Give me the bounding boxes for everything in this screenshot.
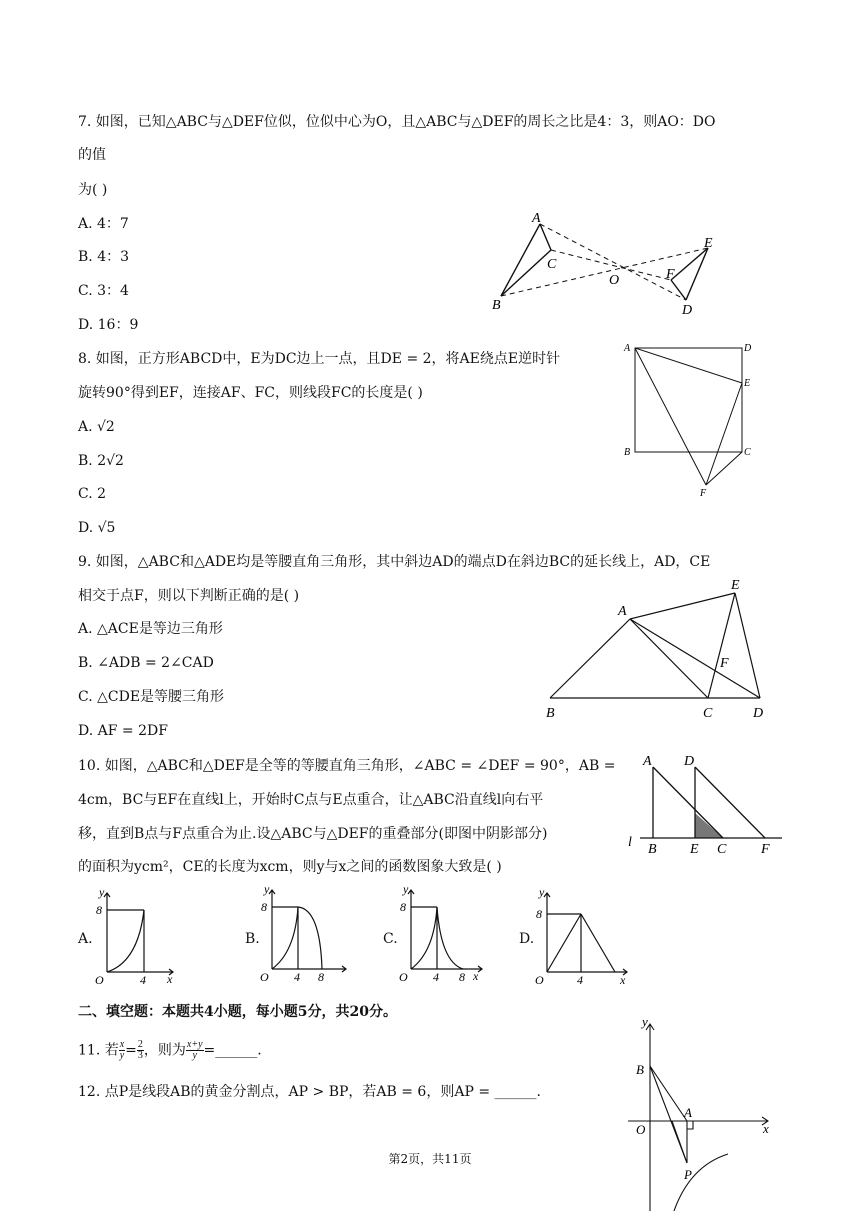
page-footer: 第2页，共11页 (388, 1152, 472, 1166)
q10-label-d: D (684, 754, 695, 769)
q10-c-xtick-4: 4 (433, 970, 439, 984)
q10-stem-line2: 4cm，BC与EF在直线l上，开始时C点与E点重合，让△ABC沿直线l向右平 (78, 792, 544, 808)
q8-stem-line1: 8. 如图，正方形ABCD中，E为DC边上一点，且DE = 2，将AE绕点E逆时针 (78, 351, 561, 367)
q7-label-d: D (682, 303, 693, 318)
q10-b-xtick-8: 8 (318, 970, 324, 984)
q9-option-d: D. AF = 2DF (78, 723, 168, 739)
q10-choice-c-graph (397, 882, 492, 984)
coord-figure (620, 1016, 780, 1211)
q8-label-a: A (624, 343, 631, 354)
q10-b-ytick: 8 (261, 900, 267, 914)
coord-y-label: y (642, 1014, 648, 1029)
q7-figure (485, 208, 725, 318)
q9-label-c: C (703, 706, 713, 721)
q10-a-x: x (167, 972, 173, 986)
q9-label-a: A (618, 604, 627, 619)
q12-stem: 12. 点P是线段AB的黄金分割点，AP > BP，若AB = 6，则AP = ______. (78, 1084, 541, 1100)
q9-option-c: C. △CDE是等腰三角形 (78, 689, 225, 705)
coord-label-o: O (636, 1122, 646, 1137)
q10-d-xtick-4: 4 (577, 973, 583, 987)
q10-a-y: y (99, 885, 105, 899)
q11-frac-xy-over-y: $\frac{x+y}{y}$ (186, 1039, 203, 1061)
q9-label-e: E (731, 578, 740, 593)
q10-choice-d-letter: D. (519, 931, 535, 947)
q10-choice-c-letter: C. (383, 931, 398, 947)
q8-label-b: B (624, 447, 631, 458)
q11-post: =______. (203, 1042, 262, 1059)
q7-label-a: A (532, 211, 541, 226)
q10-choice-b-letter: B. (245, 931, 260, 947)
q10-b-y: y (264, 882, 270, 896)
q10-label-f: F (761, 842, 770, 857)
q10-a-xtick-4: 4 (140, 973, 146, 987)
q9-label-f: F (720, 656, 729, 671)
q10-b-origin: O (260, 970, 269, 984)
q11-pre: 11. 若 (78, 1042, 119, 1059)
q8-option-c: C. 2 (78, 486, 107, 502)
coord-label-b: B (636, 1062, 644, 1077)
q9-stem-line1: 9. 如图，△ABC和△ADE均是等腰直角三角形，其中斜边AD的端点D在斜边BC的延长线上，AD，CE (78, 554, 711, 570)
section-fill-in-heading: 二、填空题：本题共4小题，每小题5分，共20分。 (78, 1004, 397, 1020)
q7-label-f: F (666, 267, 675, 282)
q8-option-d: D. √5 (78, 520, 116, 536)
q10-label-b: B (648, 842, 657, 857)
q8-option-b: B. 2√2 (78, 453, 124, 469)
q7-stem-line1: 7. 如图，已知△ABC与△DEF位似，位似中心为O，且△ABC与△DEF的周长之比是4：3，则AO：DO (78, 114, 716, 130)
q10-choice-a-letter: A. (78, 931, 93, 947)
coord-x-label: x (763, 1121, 769, 1136)
q8-label-e: E (744, 378, 751, 389)
q11-frac-2-over-3: $\frac{2}{3}$ (137, 1039, 143, 1061)
q9-label-b: B (546, 706, 555, 721)
q10-choice-d-graph (533, 885, 633, 987)
q9-figure (540, 572, 780, 722)
q9-stem-line2: 相交于点F，则以下判断正确的是( ) (78, 588, 300, 604)
q10-d-ytick: 8 (536, 907, 542, 921)
q9-option-b: B. ∠ADB = 2∠CAD (78, 655, 214, 671)
q10-label-e: E (690, 842, 699, 857)
q7-option-c: C. 3：4 (78, 283, 129, 299)
q10-c-x: x (473, 969, 479, 983)
q7-stem-line3: 为( ) (78, 182, 108, 198)
q10-a-ytick: 8 (96, 903, 102, 917)
q9-option-a: A. △ACE是等边三角形 (78, 621, 223, 637)
q7-label-b: B (492, 298, 501, 313)
q11-frac-x-over-y: $\frac{x}{y}$ (119, 1039, 125, 1061)
q10-c-origin: O (399, 970, 408, 984)
q7-label-o: O (609, 273, 620, 288)
coord-label-p: P (684, 1167, 692, 1182)
coord-label-a: A (684, 1105, 692, 1120)
q11-eq: = (125, 1042, 137, 1059)
q10-a-origin: O (95, 973, 104, 987)
q10-d-y: y (539, 885, 545, 899)
q8-label-d: D (744, 343, 752, 354)
q10-stem-line3: 移，直到B点与F点重合为止.设△ABC与△DEF的重叠部分(即图中阴影部分) (78, 826, 548, 842)
q10-choice-b-graph (258, 882, 353, 984)
q11-mid: ，则为 (143, 1042, 186, 1059)
q10-stem-line1: 10. 如图，△ABC和△DEF是全等的等腰直角三角形，∠ABC = ∠DEF = 90°，AB = (78, 758, 616, 774)
q10-c-y: y (403, 882, 409, 896)
q8-label-f: F (700, 488, 707, 499)
q10-c-xtick-8: 8 (459, 970, 465, 984)
q7-label-e: E (704, 236, 713, 251)
q10-label-a: A (643, 754, 652, 769)
q7-option-d: D. 16：9 (78, 317, 139, 333)
q10-choice-a-graph (93, 885, 178, 987)
q10-c-ytick: 8 (400, 900, 406, 914)
q10-stem-line4: 的面积为ycm²，CE的长度为xcm，则y与x之间的函数图象大致是( ) (78, 859, 502, 875)
q10-b-xtick-4: 4 (294, 970, 300, 984)
q9-label-d: D (753, 706, 764, 721)
q10-label-c: C (717, 842, 727, 857)
q7-label-c: C (547, 257, 557, 272)
q8-stem-line2: 旋转90°得到EF，连接AF、FC，则线段FC的长度是( ) (78, 385, 423, 401)
q7-stem-line2: 的值 (78, 147, 106, 163)
q8-option-a: A. √2 (78, 419, 115, 435)
q10-label-l: l (628, 835, 632, 850)
q10-d-x: x (620, 973, 626, 987)
q11-line (78, 1040, 262, 1064)
q8-label-c: C (744, 447, 751, 458)
q7-option-b: B. 4：3 (78, 249, 130, 265)
q8-figure (620, 338, 760, 503)
q10-figure (622, 750, 792, 860)
q10-d-origin: O (535, 973, 544, 987)
q7-option-a: A. 4：7 (78, 216, 129, 232)
